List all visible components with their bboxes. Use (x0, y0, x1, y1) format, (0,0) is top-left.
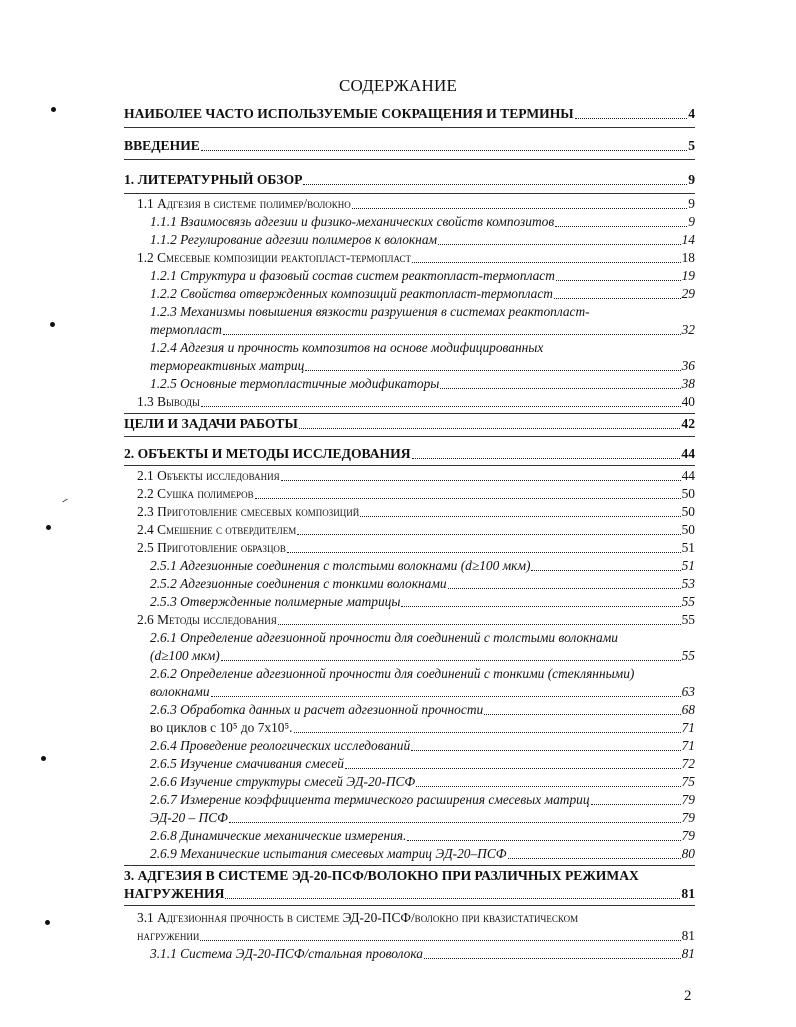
toc-entry-page: 32 (681, 322, 695, 337)
toc-entry[interactable] (124, 866, 695, 884)
toc-dot-leader (591, 790, 681, 805)
toc-entry-title: 1.1.2 Регулирование адгезии полимеров к волокнам (150, 232, 438, 247)
toc-entry[interactable] (150, 736, 695, 754)
toc-entry-title: 3.1 Адгезионная прочность в системе ЭД-20-ПСФ/волокно при квазистатическом (137, 910, 579, 925)
toc-entry-page: 71 (681, 738, 695, 753)
toc-dot-leader (294, 718, 681, 733)
toc-entry-title: 2.6.5 Изучение смачивания смесей (150, 756, 344, 771)
toc-entry-page: 51 (681, 558, 695, 573)
toc-dot-leader (200, 926, 680, 941)
toc-entry-title: нагружении (137, 928, 200, 943)
toc-entry-title: 3. АДГЕЗИЯ В СИСТЕМЕ ЭД-20-ПСФ/ВОЛОКНО ПРИ РАЗЛИЧНЫХ РЕЖИМАХ (124, 868, 639, 883)
toc-entry-title: 2.6.3 Обработка данных и расчет адгезионной прочности (150, 702, 484, 717)
toc-entry-page: 9 (688, 214, 695, 229)
toc-entry[interactable] (150, 808, 695, 826)
toc-dot-leader (278, 610, 681, 625)
toc-dot-leader (297, 520, 680, 535)
toc-entry-title: термореактивных матриц (150, 358, 305, 373)
toc-dot-leader (531, 556, 680, 571)
toc-dot-leader (424, 944, 681, 959)
toc-entry-title: 1.2.3 Механизмы повышения вязкости разрушения в системах реактопласт- (150, 304, 590, 319)
toc-entry[interactable] (150, 826, 695, 844)
toc-entry[interactable] (150, 646, 695, 664)
toc-entry[interactable] (150, 944, 695, 962)
toc-entry-page: 44 (681, 446, 695, 461)
toc-dot-leader (221, 646, 681, 661)
toc-dot-leader (554, 284, 681, 299)
divider (124, 436, 695, 437)
toc-dot-leader (575, 104, 688, 119)
toc-entry-page: 19 (681, 268, 695, 283)
toc-entry[interactable] (137, 926, 695, 944)
toc-dot-leader (416, 772, 680, 787)
toc-entry-title: 1.3 Выводы (137, 394, 200, 409)
margin-mark (51, 107, 56, 112)
page-title: СОДЕРЖАНИЕ (338, 76, 458, 95)
toc-dot-leader (555, 212, 687, 227)
toc-entry-title: ЭД-20 – ПСФ (150, 810, 228, 825)
toc-entry[interactable] (137, 392, 695, 410)
toc-entry-page: 79 (681, 810, 695, 825)
toc-entry-page: 79 (681, 792, 695, 807)
margin-mark (45, 920, 50, 925)
toc-entry-page: 36 (681, 358, 695, 373)
page-number: 2 (684, 988, 692, 1004)
toc-dot-leader (448, 574, 681, 589)
toc-entry-page: 81 (681, 886, 695, 901)
toc-entry-page: 53 (681, 576, 695, 591)
toc-entry-title: во циклов с 10⁵ до 7x10⁵. (150, 720, 293, 735)
margin-mark (41, 756, 46, 761)
toc-entry[interactable] (124, 136, 695, 154)
toc-entry-page: 68 (681, 702, 695, 717)
toc-entry-title: 2.6.2 Определение адгезионной прочности для соединений с тонкими (стеклянными) (150, 666, 635, 681)
margin-mark (62, 499, 68, 503)
toc-entry[interactable] (150, 790, 695, 808)
toc-dot-leader (299, 414, 681, 429)
toc-entry-page: 42 (681, 416, 695, 431)
toc-dot-leader (255, 484, 681, 499)
toc-entry[interactable] (150, 230, 695, 248)
toc-dot-leader (303, 170, 687, 185)
toc-entry[interactable] (150, 628, 695, 646)
toc-entry-title: НАИБОЛЕЕ ЧАСТО ИСПОЛЬЗУЕМЫЕ СОКРАЩЕНИЯ И ТЕРМИНЫ (124, 106, 574, 121)
toc-entry[interactable] (124, 170, 695, 188)
toc-entry[interactable] (137, 484, 695, 502)
toc-entry-title: 1.1 Адгезия в системе полимер/волокно (137, 196, 351, 211)
toc-entry-page: 80 (681, 846, 695, 861)
toc-entry-page: 9 (688, 196, 695, 211)
toc-entry-title: 2.4 Смешение с отвердителем (137, 522, 297, 537)
toc-entry-title: 1. ЛИТЕРАТУРНЫЙ ОБЗОР (124, 172, 303, 187)
toc-dot-leader (440, 374, 680, 389)
toc-entry-title: 2.6.7 Измерение коэффициента термического расширения смесевых матриц (150, 792, 590, 807)
toc-dot-leader (401, 592, 680, 607)
toc-entry[interactable] (150, 374, 695, 392)
toc-entry[interactable] (150, 700, 695, 718)
toc-entry[interactable] (124, 104, 695, 122)
toc-entry-title: 2.6.1 Определение адгезионной прочности для соединений с толстыми волокнами (150, 630, 618, 645)
toc-entry-title: термопласт (150, 322, 222, 337)
toc-entry[interactable] (124, 884, 695, 902)
toc-entry-page: 72 (681, 756, 695, 771)
toc-entry[interactable] (137, 248, 695, 266)
toc-dot-leader (352, 194, 687, 209)
toc-entry[interactable] (137, 538, 695, 556)
toc-entry-page: 4 (688, 106, 695, 121)
toc-entry[interactable] (150, 772, 695, 790)
toc-entry-page: 79 (681, 828, 695, 843)
toc-entry[interactable] (150, 718, 695, 736)
toc-dot-leader (201, 136, 687, 151)
toc-entry[interactable] (150, 574, 695, 592)
toc-entry-page: 55 (681, 612, 695, 627)
toc-entry-title: 2.5.3 Отвержденные полимерные матрицы (150, 594, 401, 609)
toc-dot-leader (229, 808, 681, 823)
toc-entry[interactable] (150, 754, 695, 772)
toc-entry-page: 81 (681, 928, 695, 943)
toc-entry-title: 2.5 Приготовление образцов (137, 540, 286, 555)
toc-dot-leader (305, 356, 680, 371)
toc-dot-leader (407, 826, 680, 841)
toc-entry-title: 1.1.1 Взаимосвязь адгезии и физико-механических свойств композитов (150, 214, 555, 229)
toc-dot-leader (412, 444, 681, 459)
divider (124, 905, 695, 906)
margin-mark (50, 322, 55, 327)
toc-entry[interactable] (137, 502, 695, 520)
toc-entry[interactable] (150, 592, 695, 610)
toc-entry-page: 50 (681, 522, 695, 537)
toc-entry-title: 1.2.2 Свойства отвержденных композиций реактопласт-термопласт (150, 286, 553, 301)
toc-dot-leader (360, 502, 680, 517)
toc-entry[interactable] (150, 302, 695, 320)
toc-entry-title: 2.6 Методы исследования (137, 612, 277, 627)
toc-entry-title: ВВЕДЕНИЕ (124, 138, 200, 153)
toc-entry[interactable] (150, 320, 695, 338)
toc-entry-title: 2. ОБЪЕКТЫ И МЕТОДЫ ИССЛЕДОВАНИЯ (124, 446, 411, 461)
toc-entry-title: 2.6.4 Проведение реологических исследований (150, 738, 411, 753)
toc-entry-page: 14 (681, 232, 695, 247)
toc-entry-page: 71 (681, 720, 695, 735)
toc-entry-page: 50 (681, 486, 695, 501)
toc-entry[interactable] (150, 682, 695, 700)
toc-entry[interactable] (150, 212, 695, 230)
toc-entry-page: 44 (681, 468, 695, 483)
toc-entry-title: волокнами (150, 684, 210, 699)
toc-entry[interactable] (150, 356, 695, 374)
toc-entry-page: 9 (688, 172, 695, 187)
toc-entry-title: 2.5.2 Адгезионные соединения с тонкими волокнами (150, 576, 447, 591)
toc-entry-page: 18 (681, 250, 695, 265)
toc-entry-page: 51 (681, 540, 695, 555)
toc-entry[interactable] (137, 908, 695, 926)
toc-entry-page: 63 (681, 684, 695, 699)
toc-entry[interactable] (150, 284, 695, 302)
toc-entry-title: 2.6.6 Изучение структуры смесей ЭД-20-ПСФ (150, 774, 416, 789)
toc-entry-title: 2.1 Объекты исследования (137, 468, 280, 483)
toc-dot-leader (556, 266, 681, 281)
toc-entry[interactable] (124, 414, 695, 432)
toc-dot-leader (508, 844, 681, 859)
toc-entry-page: 75 (681, 774, 695, 789)
toc-dot-leader (411, 736, 680, 751)
toc-entry[interactable] (137, 466, 695, 484)
toc-entry-page: 38 (681, 376, 695, 391)
toc-entry-title: 2.5.1 Адгезионные соединения с толстыми волокнами (d≥100 мкм) (150, 558, 531, 573)
divider (124, 127, 695, 128)
toc-dot-leader (211, 682, 681, 697)
toc-entry-title: НАГРУЖЕНИЯ (124, 886, 225, 901)
toc-entry[interactable] (150, 266, 695, 284)
toc-entry-title: 3.1.1 Система ЭД-20-ПСФ/стальная проволока (150, 946, 423, 961)
toc-entry[interactable] (150, 664, 695, 682)
toc-entry-title: 2.3 Приготовление смесевых композиций (137, 504, 360, 519)
toc-entry-title: 2.6.9 Механические испытания смесевых матриц ЭД-20–ПСФ (150, 846, 507, 861)
toc-entry-title: (d≥100 мкм) (150, 648, 220, 663)
toc-entry-page: 55 (681, 648, 695, 663)
toc-entry-title: 1.2.1 Структура и фазовый состав систем реактопласт-термопласт (150, 268, 555, 283)
toc-entry-title: 1.2 Смесевые композиции реактопласт-термопласт (137, 250, 412, 265)
toc-entry-page: 50 (681, 504, 695, 519)
toc-entry[interactable] (150, 556, 695, 574)
toc-entry[interactable] (137, 520, 695, 538)
toc-entry-page: 55 (681, 594, 695, 609)
divider (124, 159, 695, 160)
toc-dot-leader (201, 392, 681, 407)
toc-entry-page: 29 (681, 286, 695, 301)
toc-entry-page: 5 (688, 138, 695, 153)
toc-dot-leader (484, 700, 680, 715)
toc-dot-leader (281, 466, 681, 481)
toc-entry[interactable] (150, 338, 695, 356)
toc-dot-leader (225, 884, 680, 899)
toc-dot-leader (438, 230, 681, 245)
toc-entry[interactable] (150, 844, 695, 862)
toc-entry-title: ЦЕЛИ И ЗАДАЧИ РАБОТЫ (124, 416, 298, 431)
toc-entry-page: 40 (681, 394, 695, 409)
toc-entry[interactable] (124, 444, 695, 462)
toc-entry-title: 1.2.4 Адгезия и прочность композитов на основе модифицированных (150, 340, 544, 355)
toc-entry-title: 2.6.8 Динамические механические измерения. (150, 828, 407, 843)
toc-entry[interactable] (137, 194, 695, 212)
margin-mark (46, 525, 51, 530)
toc-dot-leader (223, 320, 681, 335)
toc-entry[interactable] (137, 610, 695, 628)
toc-entry-title: 2.2 Сушка полимеров (137, 486, 254, 501)
toc-entry-title: 1.2.5 Основные термопластичные модификаторы (150, 376, 440, 391)
toc-entry-page: 81 (681, 946, 695, 961)
toc-dot-leader (412, 248, 681, 263)
toc-dot-leader (345, 754, 681, 769)
toc-dot-leader (287, 538, 681, 553)
